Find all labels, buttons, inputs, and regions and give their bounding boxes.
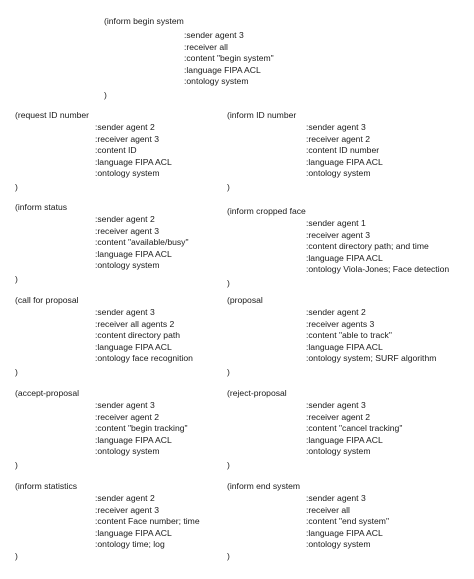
- message-close-paren: ): [15, 274, 18, 284]
- param-sender: :sender agent 2: [95, 214, 155, 224]
- message-close-paren: ): [227, 551, 230, 561]
- message-close-paren: ): [15, 182, 18, 192]
- param-receiver: :receiver agent 2: [306, 133, 371, 144]
- message-params: [95, 122, 172, 180]
- param-ontology: :ontology system: [306, 168, 371, 179]
- param-receiver: :receiver all: [184, 41, 228, 52]
- param-ontology: :ontology system: [306, 539, 371, 550]
- message-header: (proposal: [227, 295, 263, 305]
- param-receiver: :receiver agents 3: [306, 318, 375, 329]
- param-sender: :sender agent 2: [306, 307, 366, 317]
- param-content: :content ID number: [306, 145, 380, 156]
- param-ontology: :ontology system; SURF algorithm: [306, 353, 437, 364]
- param-sender: :sender agent 3: [306, 400, 366, 410]
- message-header: (call for proposal: [15, 295, 79, 305]
- message-header: (reject-proposal: [227, 388, 287, 398]
- message-params: [184, 30, 274, 88]
- param-content: :content ID: [95, 145, 137, 156]
- message-header: (request ID number: [15, 110, 90, 120]
- param-sender: :sender agent 1: [306, 218, 366, 228]
- message-close-paren: ): [227, 278, 230, 288]
- message-params: [306, 218, 449, 276]
- param-ontology: :ontology time; log: [95, 539, 165, 550]
- param-receiver: :receiver agent 3: [95, 133, 160, 144]
- param-language: :language FIPA ACL: [306, 252, 383, 263]
- message-header: (inform status: [15, 202, 68, 212]
- message-close-paren: ): [104, 90, 107, 100]
- message-params: [306, 307, 436, 365]
- message-header: (inform begin system: [104, 16, 184, 26]
- param-content: :content "begin system": [184, 53, 274, 64]
- param-sender: :sender agent 2: [95, 122, 155, 132]
- param-ontology: :ontology system: [306, 446, 371, 457]
- param-ontology: :ontology Viola-Jones; Face detection: [306, 264, 450, 275]
- param-ontology: :ontology system: [95, 168, 160, 179]
- param-language: :language FIPA ACL: [95, 248, 172, 259]
- message-params: [95, 400, 188, 458]
- param-receiver: :receiver all: [306, 504, 350, 515]
- message-header: (inform cropped face: [227, 206, 306, 216]
- param-content: :content "cancel tracking": [306, 423, 403, 434]
- param-content: :content "end system": [306, 516, 390, 527]
- param-language: :language FIPA ACL: [306, 156, 383, 167]
- param-language: :language FIPA ACL: [306, 434, 383, 445]
- param-sender: :sender agent 3: [306, 493, 366, 503]
- param-receiver: :receiver agent 2: [95, 411, 160, 422]
- param-sender: :sender agent 3: [95, 400, 155, 410]
- param-ontology: :ontology system: [184, 76, 249, 87]
- message-params: [306, 400, 402, 458]
- param-receiver: :receiver agent 3: [95, 504, 160, 515]
- message-params: [95, 214, 189, 272]
- message-close-paren: ): [15, 367, 18, 377]
- message-header: (inform ID number: [227, 110, 297, 120]
- message-params: [306, 493, 389, 551]
- message-header: (inform end system: [227, 481, 301, 491]
- param-language: :language FIPA ACL: [306, 527, 383, 538]
- param-sender: :sender agent 2: [95, 493, 155, 503]
- message-close-paren: ): [227, 182, 230, 192]
- message-header: (accept-proposal: [15, 388, 80, 398]
- message-params: [95, 307, 193, 365]
- param-receiver: :receiver all agents 2: [95, 318, 175, 329]
- param-language: :language FIPA ACL: [95, 434, 172, 445]
- param-content: :content "able to track": [306, 330, 392, 341]
- param-content: :content Face number; time: [95, 516, 200, 527]
- message-close-paren: ): [227, 460, 230, 470]
- message-close-paren: ): [227, 367, 230, 377]
- param-receiver: :receiver agent 3: [306, 229, 371, 240]
- param-sender: :sender agent 3: [95, 307, 155, 317]
- param-language: :language FIPA ACL: [95, 527, 172, 538]
- param-content: :content "begin tracking": [95, 423, 188, 434]
- param-ontology: :ontology system: [95, 260, 160, 271]
- message-close-paren: ): [15, 460, 18, 470]
- param-sender: :sender agent 3: [306, 122, 366, 132]
- param-content: :content directory path; and time: [306, 241, 429, 252]
- param-language: :language FIPA ACL: [95, 156, 172, 167]
- param-language: :language FIPA ACL: [95, 341, 172, 352]
- param-receiver: :receiver agent 3: [95, 225, 160, 236]
- message-header: (inform statistics: [15, 481, 78, 491]
- param-language: :language FIPA ACL: [306, 341, 383, 352]
- param-content: :content "available/busy": [95, 237, 189, 248]
- message-params: [95, 493, 200, 551]
- param-content: :content directory path: [95, 330, 181, 341]
- param-sender: :sender agent 3: [184, 30, 244, 40]
- param-ontology: :ontology system: [95, 446, 160, 457]
- message-close-paren: ): [15, 551, 18, 561]
- message-params: [306, 122, 383, 180]
- param-receiver: :receiver agent 2: [306, 411, 371, 422]
- param-ontology: :ontology face recognition: [95, 353, 193, 364]
- param-language: :language FIPA ACL: [184, 64, 261, 75]
